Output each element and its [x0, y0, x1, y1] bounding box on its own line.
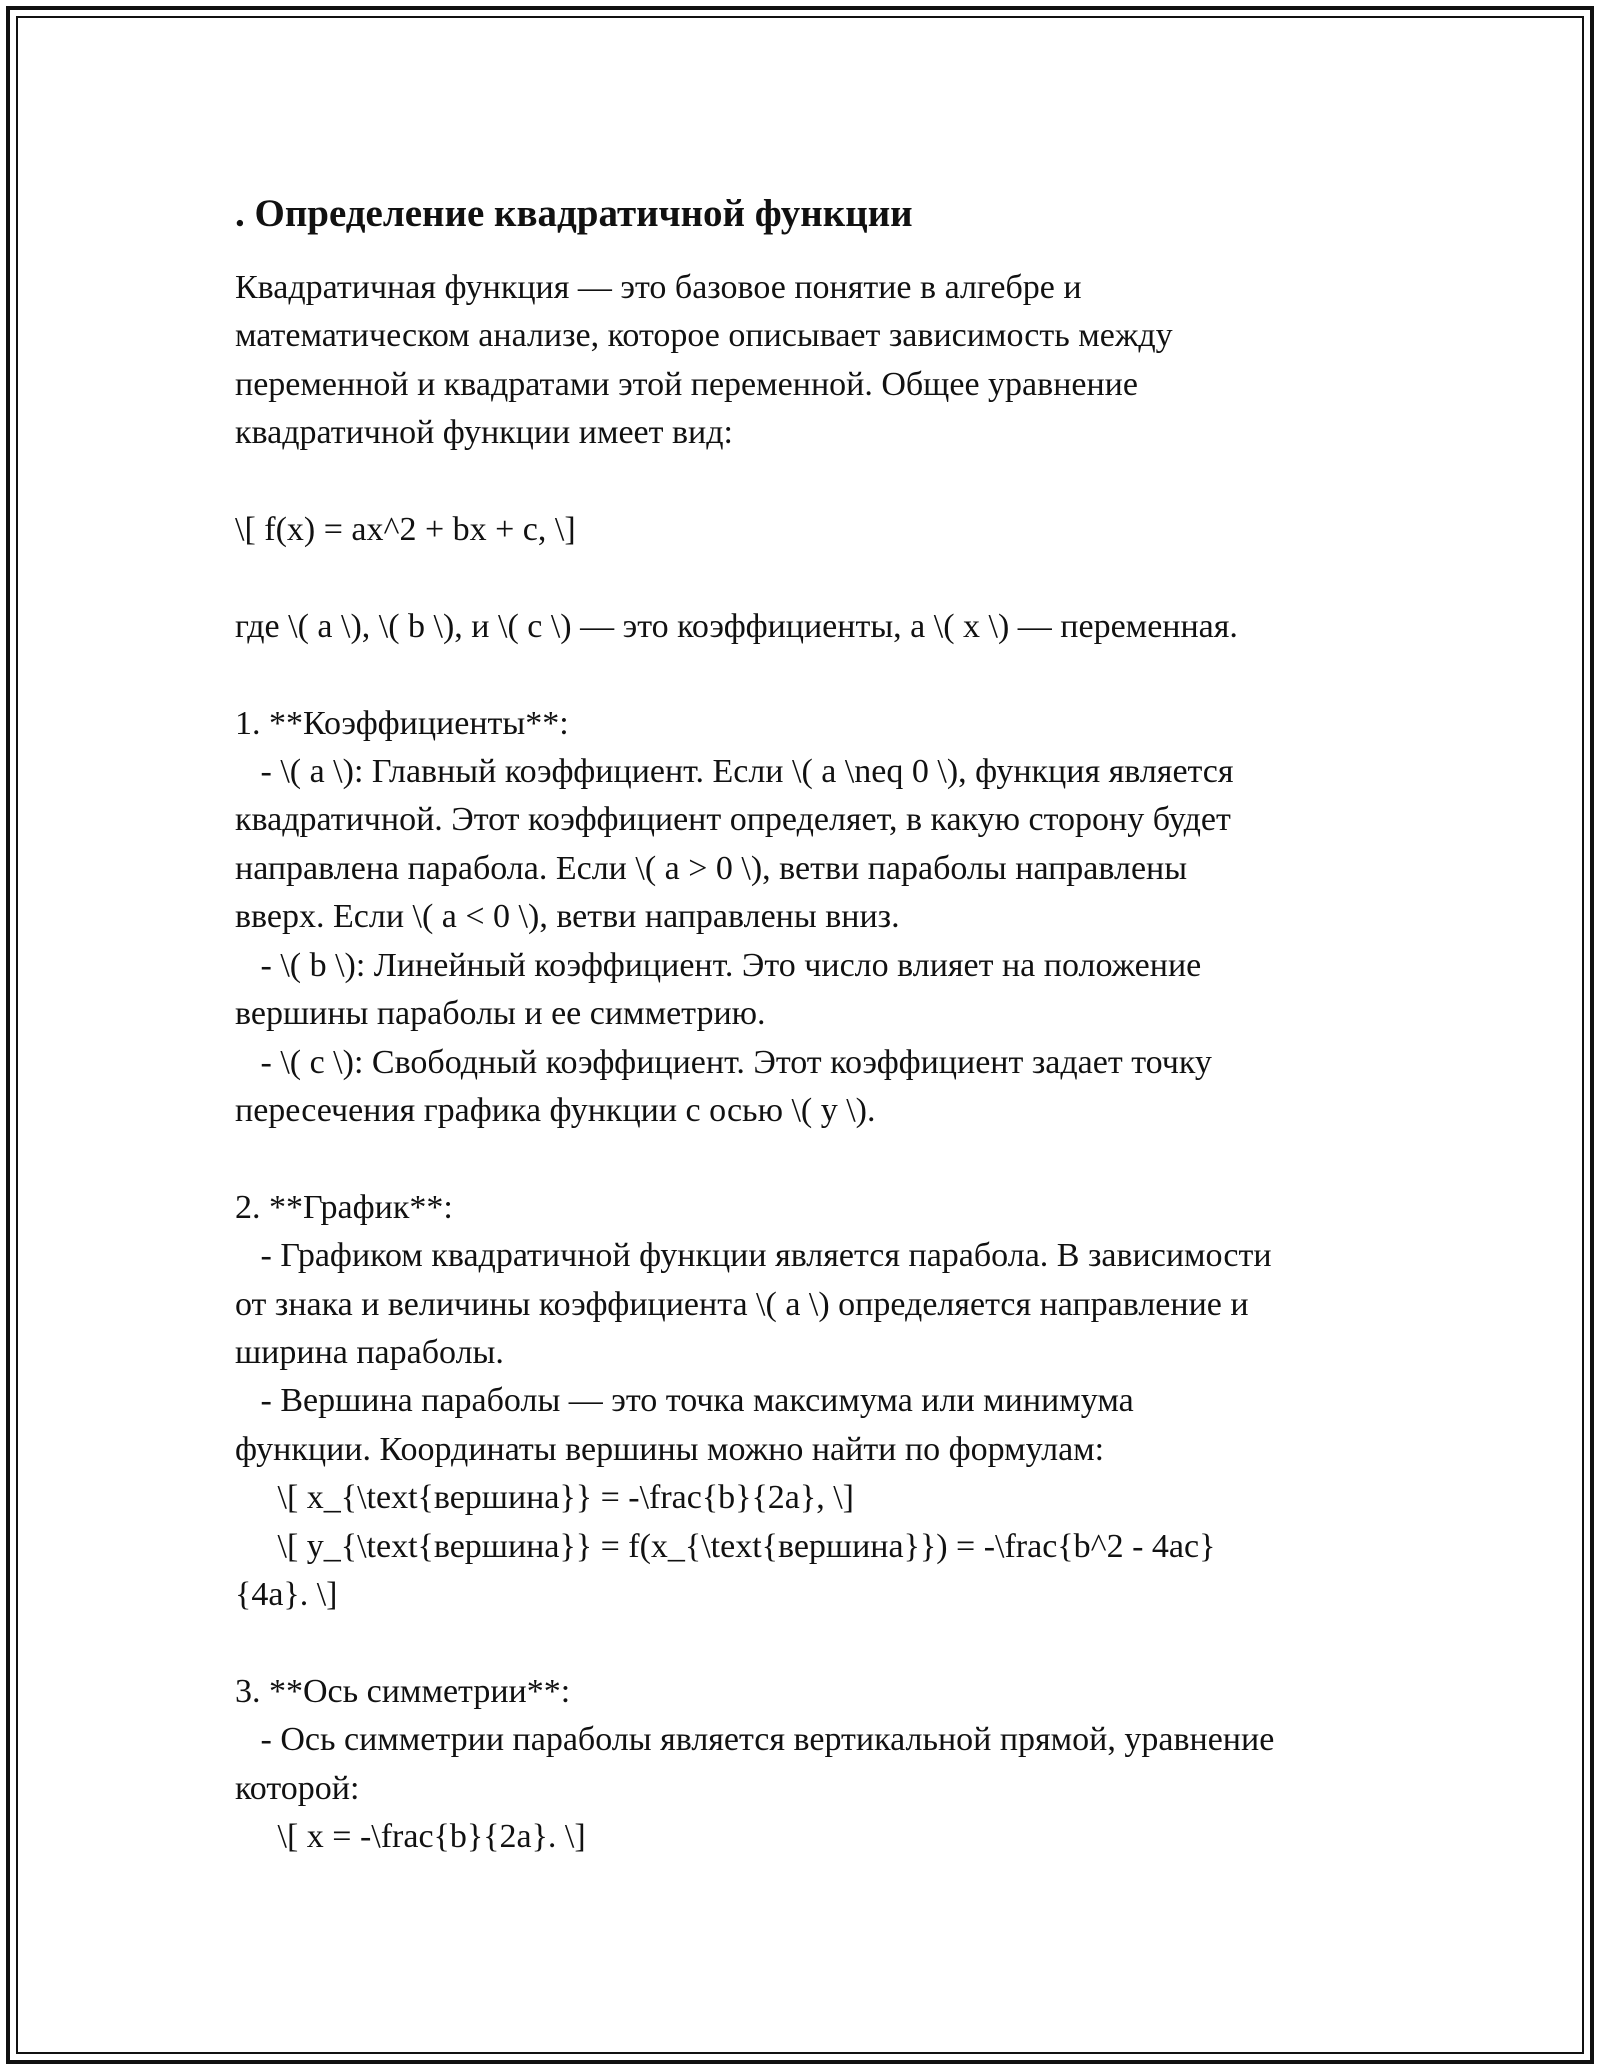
document-title: . Определение квадратичной функции — [235, 192, 913, 235]
document-content — [235, 186, 1385, 1861]
document-body: Квадратичная функция — это базовое понятие в алгебре и математическом анализе, которое описывает зависимость между переменной и квадратами этой переменной. Общее уравнение квадратичной функции имеет вид: \[ f(x) = ax^2 + bx + c, \] где \( a \), \( b \), и \( c \) — это коэффициенты, а \( x \) — переменная. 1. **Коэффициенты**: - \( a \): Главный коэффициент. Если \( a \neq 0 \), функция является квадратичной. Этот коэффициент определяет, в какую сторону будет направлена парабола. Если \( a > 0 \), ветви параболы направлены вверх. Если \( a < 0 \), ветви направлены вниз. - \( b \): Линейный коэффициент. Это число влияет на положение вершины параболы и ее симметрию. - \( c \): Свободный коэффициент. Этот коэффициент задает точку пересечения графика функции с осью \( y \). 2. **График**: - Графиком квадратичной функции является парабола. В зависимости от знака и величины коэффициента \( a \) определяется направление и ширина параболы. - Вершина параболы — это точка максимума или минимума функции. Координаты вершины можно найти по формулам: \[ x_{\text{вершина}} = -\frac{b}{2a}, \] \[ y_{\text{вершина}} = f(x_{\text{вершина}}) = -\frac{b^2 - 4ac} {4a}. \] 3. **Ось симметрии**: - Ось симметрии параболы является вертикальной прямой, уравнение которой: \[ x = -\frac{b}{2a}. \] — [235, 269, 1275, 1855]
